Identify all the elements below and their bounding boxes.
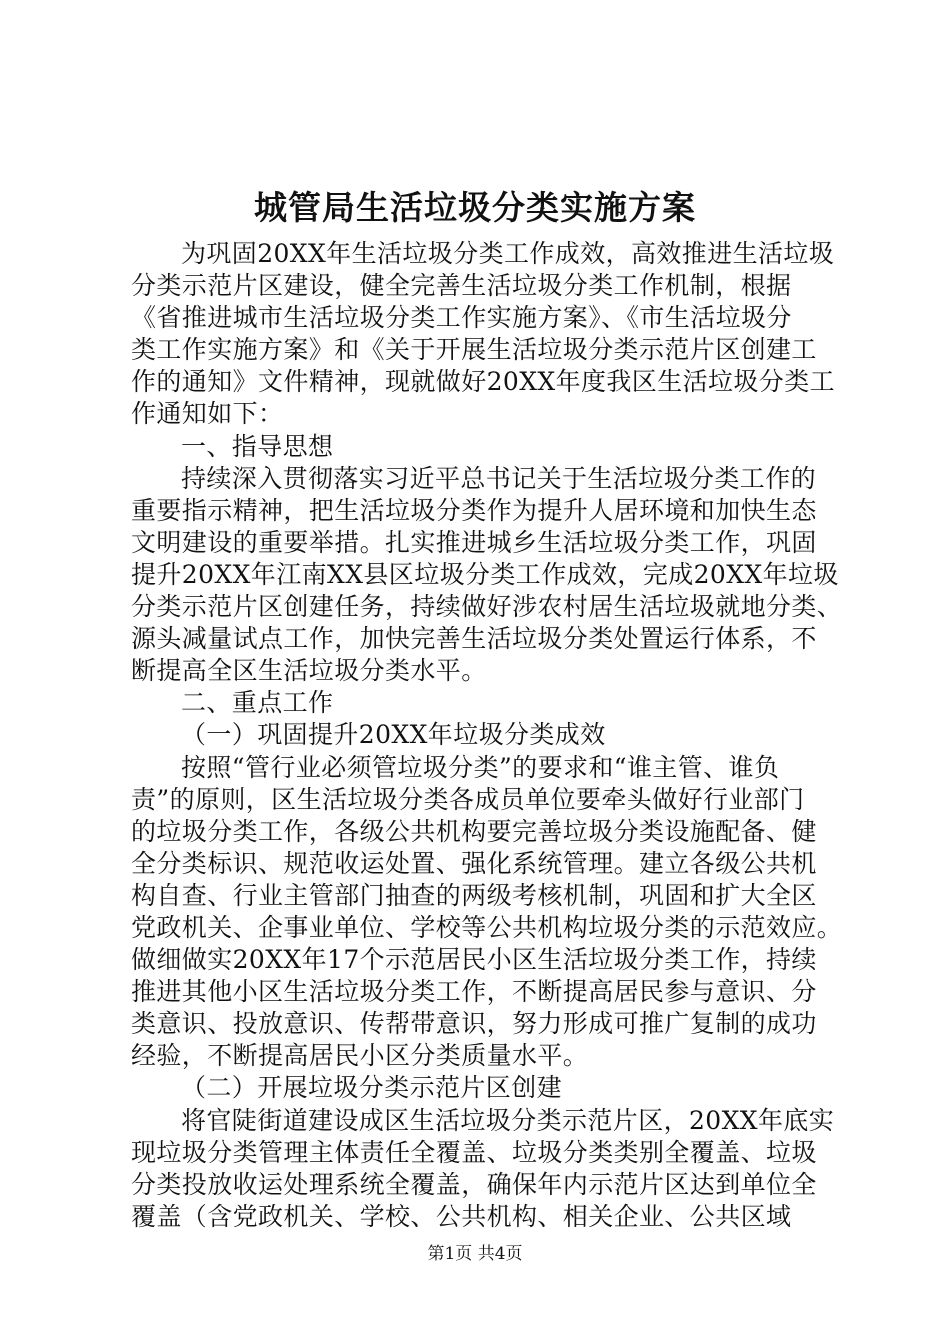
text-line: 经验，不断提高居民小区分类质量水平。: [131, 1041, 589, 1071]
text-line: 重要指示精神，把生活垃圾分类作为提升人居环境和加快生态: [131, 495, 817, 525]
text-line: 分类示范片区创建任务，持续做好涉农村居生活垃圾就地分类、: [131, 592, 843, 622]
text-line: 分类示范片区建设，健全完善生活垃圾分类工作机制，根据: [131, 271, 792, 301]
text-line: （一）巩固提升20XX年垃圾分类成效: [181, 720, 606, 750]
document-body: [131, 238, 851, 1233]
text-line: 按照“管行业必须管垃圾分类”的要求和“谁主管、谁负: [181, 752, 780, 782]
text-line: 持续深入贯彻落实习近平总书记关于生活垃圾分类工作的: [181, 463, 817, 493]
text-line: 做细做实20XX年17个示范居民小区生活垃圾分类工作，持续: [131, 945, 817, 975]
text-line: 一、指导思想: [181, 431, 334, 461]
text-line: 分类投放收运处理系统全覆盖，确保年内示范片区达到单位全: [131, 1169, 817, 1199]
text-line: 类意识、投放意识、传帮带意识，努力形成可推广复制的成功: [131, 1009, 817, 1039]
text-line: 的垃圾分类工作，各级公共机构要完善垃圾分类设施配备、健: [131, 816, 817, 846]
text-line: 类工作实施方案》和《关于开展生活垃圾分类示范片区创建工: [131, 335, 817, 365]
text-line: 《省推进城市生活垃圾分类工作实施方案》、《市生活垃圾分: [131, 303, 792, 333]
text-line: 构自查、行业主管部门抽查的两级考核机制，巩固和扩大全区: [131, 880, 817, 910]
text-line: （二）开展垃圾分类示范片区创建: [181, 1073, 563, 1103]
document-title: 城管局生活垃圾分类实施方案: [254, 188, 696, 227]
page-footer: 第1页 共4页: [427, 1244, 523, 1264]
text-line: 断提高全区生活垃圾分类水平。: [131, 656, 487, 686]
text-line: 现垃圾分类管理主体责任全覆盖、垃圾分类类别全覆盖、垃圾: [131, 1137, 817, 1167]
text-line: 全分类标识、规范收运处置、强化系统管理。建立各级公共机: [131, 848, 817, 878]
text-line: 提升20XX年江南XX县区垃圾分类工作成效，完成20XX年垃圾: [131, 559, 839, 589]
text-line: 为巩固20XX年生活垃圾分类工作成效，高效推进生活垃圾: [181, 239, 835, 268]
text-line: 二、重点工作: [181, 688, 334, 718]
text-line: 源头减量试点工作，加快完善生活垃圾分类处置运行体系，不: [131, 624, 817, 654]
text-line: 责”的原则，区生活垃圾分类各成员单位要牵头做好行业部门: [131, 784, 805, 814]
text-line: 作的通知》文件精神，现就做好20XX年度我区生活垃圾分类工: [131, 367, 836, 397]
text-line: 覆盖（含党政机关、学校、公共机构、相关企业、公共区域: [131, 1201, 792, 1231]
text-line: 文明建设的重要举措。扎实推进城乡生活垃圾分类工作，巩固: [131, 527, 817, 557]
text-line: 党政机关、企事业单位、学校等公共机构垃圾分类的示范效应。: [131, 912, 843, 942]
text-line: 作通知如下：: [131, 399, 284, 429]
text-line: 将官陡街道建设成区生活垃圾分类示范片区，20XX年底实: [181, 1105, 835, 1135]
text-line: 推进其他小区生活垃圾分类工作，不断提高居民参与意识、分: [131, 977, 817, 1007]
